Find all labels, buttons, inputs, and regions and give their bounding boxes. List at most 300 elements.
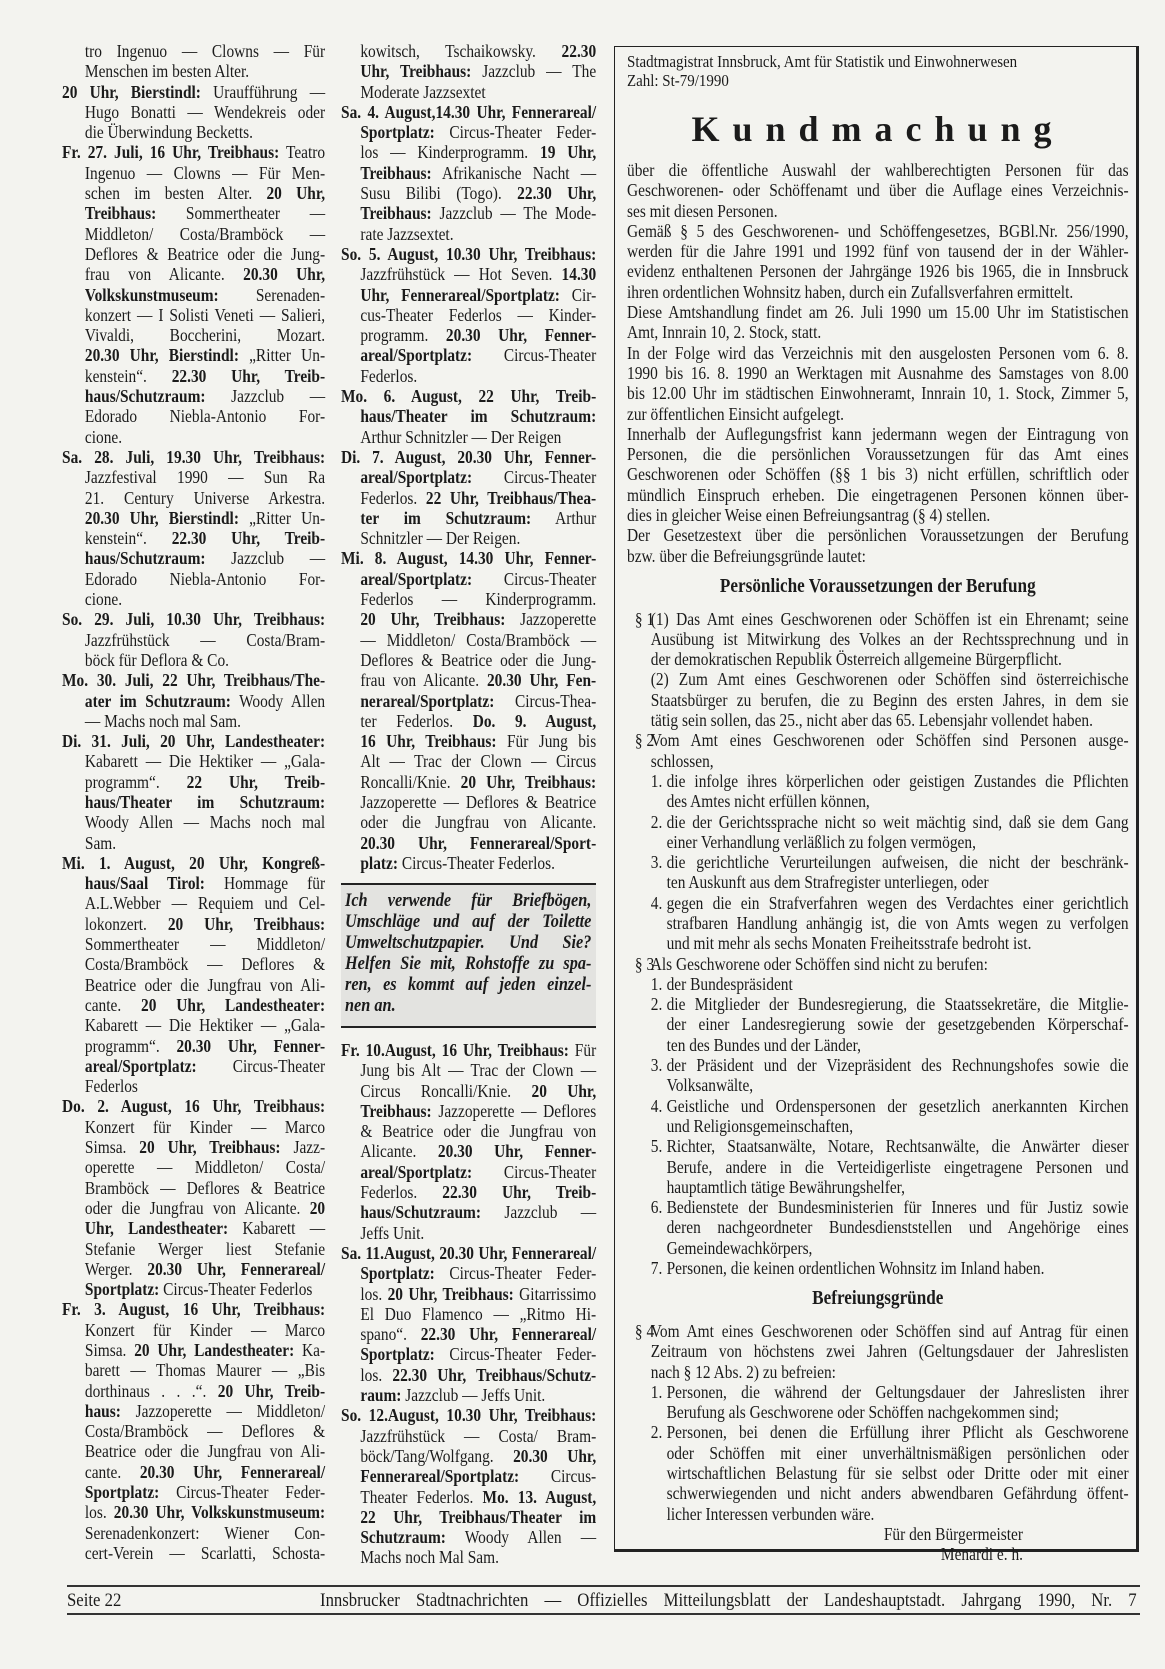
text-line: In der Folge wird das Verzeichnis mit den ausgelosten Personen vom 6. 8. (627, 342, 1129, 363)
text-line (341, 447, 596, 467)
text-line (62, 548, 325, 568)
event-heading-text: Fennerareal/Sportplatz: (360, 1466, 520, 1487)
event-text: Circus-Theater (472, 568, 597, 589)
section-heading-exemptions: Befreiungsgründe (812, 1288, 944, 1310)
text-line (341, 305, 596, 325)
event-heading-text: Treibhaus: (360, 1100, 432, 1121)
event-text: böck für Deflora & Co. (84, 649, 230, 670)
text-line: Als Geschworene oder Schöffen sind nicht zu berufen: (650, 953, 988, 974)
event-text: cante. (84, 994, 142, 1015)
event-heading-text: Uhr, Treibhaus: (360, 61, 472, 82)
text-line: Geschworenen oder Schöffen (§§ 1 bis 3) nicht erfüllen, schriftlich oder (627, 464, 1129, 485)
event-text: Arthur (531, 507, 597, 528)
text-line (62, 853, 325, 873)
event-entry (341, 548, 596, 873)
event-text: Für (568, 1040, 597, 1060)
event-entry (341, 1405, 596, 1567)
event-heading-text: Volkskunstmuseum: (84, 284, 219, 305)
event-text: Federlos (84, 1076, 138, 1097)
event-text: Kabarett — Die Hektiker — „Gala- (84, 751, 326, 772)
event-text: Simsa. (84, 1137, 140, 1158)
text-line (62, 203, 325, 223)
item-number: 4. (650, 892, 663, 913)
text-line (62, 406, 325, 426)
event-text: Kabarett — (228, 1218, 326, 1239)
text-line: Gemeindewachkörpers, (666, 1237, 813, 1258)
event-heading-text: areal/Sportplatz: (360, 345, 473, 366)
text-line (62, 163, 325, 183)
event-entry (62, 447, 325, 609)
event-text: kowitsch, Tschaikowsky. (360, 41, 562, 61)
event-heading-text: 20 Uhr, (266, 183, 326, 204)
paragraph (651, 1321, 1129, 1382)
event-heading-text: Sportplatz: (360, 1344, 435, 1365)
text-line: Zeitraum von höchstens zwei Jahren (Geltungsdauer der Jahreslisten (650, 1341, 1129, 1362)
text-line (341, 1263, 596, 1283)
event-heading-text: 20.30 Uhr, Fennerareal/ (147, 1258, 326, 1279)
event-heading-text: 22.30 Uhr, (517, 183, 597, 204)
event-text: Jazzclub — (481, 1202, 597, 1223)
event-text: Sam. (84, 832, 117, 853)
text-line (62, 751, 325, 771)
event-heading-text: Mo. 30. Juli, 22 Uhr, Treibhaus/The- (62, 670, 326, 691)
event-heading-text: Mo. 6. August, 22 Uhr, Treib- (341, 386, 597, 407)
event-text: Ingenuo — Clowns — Für Men- (84, 162, 326, 183)
text-line: wirtschaftlichen Belastung für sie selbst oder Dritte oder mit einer (666, 1463, 1129, 1483)
footer-page-number: Seite 22 (67, 1590, 122, 1611)
text-line (62, 833, 325, 853)
text-line (62, 82, 325, 102)
event-text: Circus-Theater (472, 345, 597, 366)
event-heading-text: nerareal/Sportplatz: (360, 690, 495, 711)
event-heading-text: haus/Theater im Schutzraum: (360, 406, 597, 427)
text-line (62, 1360, 325, 1380)
event-entry (341, 1243, 596, 1405)
text-line (62, 1015, 325, 1035)
event-text: Jazzfrühstück — Costa/Bram- (84, 629, 326, 650)
list-item (651, 1422, 1129, 1523)
event-text: Federlos. (360, 487, 426, 508)
text-line: gegen die ein Strafverfahren wegen des Verdachtes einer gerichtlich (666, 892, 1129, 913)
item-number: 1. (650, 973, 663, 994)
text-line: der einer Landesregierung sowie der gesetzgebenden Körperschaf- (666, 1014, 1129, 1035)
text-line (341, 102, 596, 122)
text-line (341, 1487, 596, 1507)
event-text: Ka- (294, 1340, 326, 1360)
event-text: cione. (84, 426, 123, 447)
event-text: Circus-Theater (472, 467, 597, 488)
footer-bottom-rule (67, 1613, 1140, 1615)
event-heading-text: 20.30 Uhr, Fennerareal/ (139, 1461, 326, 1482)
list-item (651, 852, 1129, 893)
text-line (62, 1218, 325, 1238)
text-line: Diese Amtshandlung findet am 26. Juli 1990 um 15.00 Uhr im Statistischen (627, 302, 1129, 323)
event-heading-text: 22.30 Uhr, Treib- (442, 1182, 597, 1203)
text-line (62, 244, 325, 264)
list-item (651, 1258, 1129, 1278)
event-heading-text: 22.30 Uhr, Treib- (171, 528, 326, 549)
text-line (62, 569, 325, 589)
signature-line: Menardi e. h. (940, 1544, 1023, 1565)
text-line (341, 711, 596, 731)
item-number: 1. (650, 770, 663, 791)
text-line (62, 1056, 325, 1076)
event-text: Jazzoperette — Deflores (431, 1100, 597, 1121)
event-heading-text: 20 (309, 1197, 326, 1218)
event-text: Gitarrissimo (513, 1283, 597, 1304)
event-text: Jazzoperette (505, 609, 597, 630)
list-item (651, 1382, 1129, 1423)
text-line: Der Gesetzestext über die persönlichen Voraussetzungen der Berufung (627, 525, 1129, 546)
text-line: die gerichtliche Verurteilungen aufweisen, die nicht der beschränk- (666, 852, 1129, 873)
text-line: ten Auskunft aus dem Strafregister unterliegen, oder (666, 872, 989, 893)
text-line (62, 1076, 325, 1096)
event-heading-text: Uhr, Fennerareal/Sportplatz: (360, 284, 560, 305)
text-line (62, 528, 325, 548)
event-heading-text: 22 Uhr, Treibhaus/Theater im (360, 1506, 597, 1527)
text-line (341, 224, 596, 244)
text-line (341, 548, 596, 568)
event-heading-text: 20 Uhr, Treibhaus: (167, 913, 326, 934)
event-heading-text: raum: (360, 1385, 402, 1406)
text-line (62, 122, 325, 142)
event-entry (62, 609, 325, 670)
text-line: ten des Bundes und der Länder, (666, 1034, 861, 1055)
event-heading-text: Sa. 4. August,14.30 Uhr, Fennerareal/ (341, 101, 597, 122)
text-line (62, 1340, 325, 1360)
text-line: der Bundespräsident (666, 973, 793, 994)
event-text: Cir- (559, 284, 597, 305)
item-number: 3. (650, 1055, 663, 1076)
event-text: A.L.Webber — Requiem und Cel- (84, 893, 326, 914)
event-heading-text: Sportplatz: (360, 122, 435, 143)
text-line (341, 630, 596, 650)
event-heading-text: Mi. 1. August, 20 Uhr, Kongreß- (62, 852, 326, 873)
item-number: 6. (650, 1197, 663, 1218)
text-line: Vom Amt eines Geschworenen oder Schöffen sind Personen ausge- (650, 730, 1129, 751)
event-heading-text: So. 5. August, 10.30 Uhr, Treibhaus: (341, 243, 597, 264)
text-line: tätig sein sollen, das 25., nicht aber das 65. Lebensjahr vollendet haben. (650, 710, 1093, 731)
event-heading-text: Sportplatz: (84, 1482, 160, 1503)
text-line (341, 366, 596, 386)
notice-line: Ich verwende für Briefbögen, (345, 891, 592, 911)
event-heading-text: Uhr, Landestheater: (84, 1218, 229, 1239)
event-text: konzert — I Solisti Veneti — Salieri, (84, 304, 326, 325)
paragraph (651, 730, 1129, 771)
event-text: Stefanie Werger liest Stefanie (84, 1238, 326, 1259)
text-line: Innerhalb der Auflegungsfrist kann jedermann wegen der Eintragung von (627, 423, 1129, 444)
notice-title: Kundmachung (691, 109, 1065, 149)
text-line (62, 731, 325, 751)
event-text: kenstein“. (84, 528, 172, 549)
event-text: Susu Bilibi (Togo). (360, 183, 518, 204)
event-text: Jazzfrühstück — Costa/ Bram- (360, 1425, 597, 1446)
event-text: 21. Century Universe Arkestra. (84, 487, 326, 508)
event-text: programm“. (84, 771, 187, 792)
text-line (341, 1182, 596, 1202)
text-line: Personen, die während der Geltungsdauer der Jahreslisten ihrer (666, 1381, 1129, 1402)
event-heading-text: Sa. 11.August, 20.30 Uhr, Fennerareal/ (341, 1242, 597, 1263)
event-text: Jazzoperette — Deflores & Beatrice (360, 791, 597, 812)
paragraph (627, 525, 1129, 566)
paragraph (627, 343, 1129, 424)
event-heading-text: Di. 31. Juli, 20 Uhr, Landestheater: (62, 731, 326, 752)
event-heading-text: 22.30 (561, 41, 597, 61)
event-entry (62, 82, 325, 143)
text-line (341, 1405, 596, 1425)
text-line: zur öffentlichen Einsicht aufgelegt. (627, 403, 844, 424)
text-line (341, 1446, 596, 1466)
event-heading-text: 22.30 Uhr, Treib- (171, 365, 326, 386)
text-line: Ausübung ist Mitwirkung des Volkes an der Rechtssprechnung und in (650, 628, 1129, 649)
list-item (651, 1055, 1129, 1096)
text-line: die Mitglieder der Bundesregierung, die Staatssekretäre, die Mitglie- (666, 994, 1129, 1015)
text-line (62, 1036, 325, 1056)
event-text: Deflores & Beatrice oder die Jung- (84, 243, 326, 264)
text-line (62, 691, 325, 711)
text-line: bis 12.00 Uhr im städtischen Einwohneramt, Innrain 10, 1. Stock, Zimmer 5, (627, 383, 1129, 404)
text-line (62, 873, 325, 893)
text-line (62, 142, 325, 162)
text-line: Volksanwälte, (666, 1075, 754, 1096)
text-line (62, 366, 325, 386)
event-text: Uraufführung — (200, 81, 326, 102)
event-text: los. (360, 1283, 388, 1304)
event-text: Circus- (519, 1466, 597, 1487)
event-text: Kabarett — Die Hektiker — „Gala- (84, 1015, 326, 1036)
event-text: los. (360, 1364, 393, 1385)
event-heading-text: haus/Schutzraum: (360, 1202, 482, 1223)
text-line (62, 1137, 325, 1157)
item-number: 5. (650, 1136, 663, 1157)
event-heading-text: Fr. 27. Juli, 16 Uhr, Treibhaus: (62, 142, 280, 163)
text-line (341, 670, 596, 690)
text-line (62, 1259, 325, 1279)
event-heading-text: Treibhaus: (360, 203, 432, 224)
event-entry (62, 731, 325, 853)
text-line (341, 650, 596, 670)
text-line: Berufung als Geschworene oder Schöffen nachgekommen sind; (666, 1402, 1059, 1423)
notice-line: Umschläge und auf der Toilette (345, 912, 592, 932)
event-text: Jazzclub — Jeffs Unit. (401, 1385, 546, 1406)
event-heading-text: 20 Uhr, Landestheater: (134, 1340, 295, 1360)
paragraph (651, 669, 1129, 730)
list-item (651, 1136, 1129, 1197)
event-heading-text: 20.30 Uhr, Fenner- (176, 1035, 326, 1056)
event-text: Arthur Schnitzler — Der Reigen (360, 426, 562, 447)
event-text: — Middleton/ Costa/Bramböck — (360, 629, 597, 650)
text-line (341, 183, 596, 203)
event-text: Simsa. (84, 1340, 135, 1360)
event-heading-text: 20.30 Uhr, Fenner- (445, 325, 597, 346)
event-text: Hommage für (204, 873, 326, 894)
event-text: Roncalli/Knie. (360, 771, 461, 792)
event-text: Vivaldi, Boccherini, Mozart. (84, 325, 326, 346)
text-line (341, 731, 596, 751)
event-text: Woody Allen (230, 690, 326, 711)
event-entry (62, 1096, 325, 1299)
text-line (62, 224, 325, 244)
notice-line: Helfen Sie mit, Rohstoffe zu spa- (345, 954, 592, 974)
text-line (62, 41, 325, 61)
text-line (62, 183, 325, 203)
text-line (341, 853, 596, 873)
event-text: Edorado Niebla-Antonio For- (84, 406, 326, 427)
event-text: Edorado Niebla-Antonio For- (84, 568, 326, 589)
event-heading-text: haus: (84, 1400, 121, 1421)
paragraph (627, 160, 1129, 221)
text-line (62, 1462, 325, 1482)
event-heading-text: Sportplatz: (84, 1279, 160, 1300)
event-text: El Duo Flamenco — „Ritmo Hi- (360, 1303, 597, 1324)
text-line (341, 833, 596, 853)
text-line: einer Verhandlung verläßlich zu folgen vermögen, (666, 831, 976, 852)
text-line (341, 264, 596, 284)
text-line: licher Interessen verbunden wäre. (666, 1503, 875, 1524)
text-line: Richter, Staatsanwälte, Notare, Rechtsanwälte, die Anwärter dieser (666, 1136, 1129, 1157)
text-line: und mit mehr als sechs Monaten Freiheitsstrafe bedroht ist. (666, 933, 1032, 954)
event-text: Jeffs Unit. (360, 1222, 425, 1243)
event-heading-text: 20.30 Uhr, Fennerareal/Sport- (360, 832, 597, 853)
text-line: Personen, die die persönlichen Voraussetzungen für das Amt eines (627, 444, 1129, 465)
text-line (341, 1121, 596, 1141)
law-section (627, 730, 1129, 953)
event-text: Jazzclub — The (471, 61, 597, 82)
text-line (62, 914, 325, 934)
text-line (62, 1543, 325, 1563)
event-text: cione. (84, 589, 123, 610)
event-entry (341, 102, 596, 244)
event-heading-text: 20.30 Uhr, (243, 264, 326, 285)
event-text: Beatrice oder die Jungfrau von Ali- (84, 1441, 326, 1462)
text-line (62, 1299, 325, 1319)
item-number: 2. (650, 1422, 663, 1443)
list-item (651, 812, 1129, 853)
events-column-2-bottom (341, 1040, 596, 1568)
text-line (62, 792, 325, 812)
events-column-2-top (341, 41, 596, 873)
event-text: Jazzfestival 1990 — Sun Ra (84, 467, 326, 488)
event-heading-text: 20 Uhr, Treibhaus: (139, 1137, 281, 1158)
item-number: 1. (650, 1381, 663, 1402)
law-section (627, 1321, 1129, 1524)
text-line (62, 1117, 325, 1137)
event-heading-text: Treibhaus: (360, 162, 432, 183)
text-line (341, 345, 596, 365)
text-line (62, 711, 325, 731)
text-line (62, 386, 325, 406)
event-entry (62, 41, 325, 82)
text-line (341, 812, 596, 832)
text-line (341, 122, 596, 142)
text-line (62, 1279, 325, 1299)
event-heading-text: 22.30 Uhr, Treibhaus/Schutz- (392, 1364, 597, 1385)
text-line (341, 1466, 596, 1486)
text-line (341, 244, 596, 264)
text-line (341, 1365, 596, 1385)
event-heading-text: areal/Sportplatz: (360, 467, 473, 488)
text-line (62, 305, 325, 325)
footer-top-rule (67, 1585, 1140, 1587)
event-heading-text: Schutzraum: (360, 1527, 446, 1548)
event-text: Circus-Thea- (494, 690, 597, 711)
text-line: der demokratischen Republik Österreich allgemeine Bürgerpflicht. (650, 649, 1062, 670)
text-line (62, 1421, 325, 1441)
text-line (62, 1502, 325, 1522)
text-line (62, 975, 325, 995)
section-mark: § 1 (634, 608, 655, 629)
event-text: Alicante. (360, 1141, 438, 1162)
event-text: frau von Alicante. (84, 264, 244, 285)
text-line: ses mit diesen Personen. (627, 200, 778, 221)
event-text: Jung bis Alt — Trac der Clown — (360, 1060, 597, 1081)
event-heading-text: 20 Uhr, Treibhaus: (460, 771, 597, 792)
event-entry (62, 853, 325, 1097)
text-line (341, 82, 596, 102)
events-column-1 (62, 41, 325, 1563)
text-line: 1990 bis 16. 8. 1990 an Werktagen mit Ausnahme des Samstages von 8.00 (627, 362, 1129, 383)
event-text: Menschen im besten Alter. (84, 61, 250, 82)
text-line (341, 1284, 596, 1304)
text-line (341, 691, 596, 711)
event-entry (62, 142, 325, 446)
event-heading-text: Treibhaus: (84, 203, 157, 224)
event-heading-text: 20.30 Uhr, Bierstindl: (84, 507, 239, 528)
text-line (62, 1482, 325, 1502)
text-line (341, 609, 596, 629)
text-line: die infolge ihres körperlichen oder geistigen Zustandes die Pflichten (666, 770, 1129, 791)
item-number: 2. (650, 994, 663, 1015)
text-line (341, 1081, 596, 1101)
event-text: Werger. (84, 1258, 148, 1279)
text-line: Vom Amt eines Geschworenen oder Schöffen sind auf Antrag für einen (650, 1320, 1129, 1341)
event-entry (341, 244, 596, 386)
item-number: 2. (650, 811, 663, 832)
event-text: — Machs noch mal Sam. (84, 710, 241, 731)
text-line (62, 488, 325, 508)
text-line (341, 1040, 596, 1060)
text-line (62, 812, 325, 832)
event-text: Sommertheater — (156, 203, 326, 224)
event-heading-text: 22.30 Uhr, Fennerareal/ (420, 1324, 597, 1345)
event-heading-text: 19 Uhr, (539, 142, 597, 163)
text-line (341, 1527, 596, 1547)
event-text: dorthinaus . . .“. (84, 1380, 218, 1401)
text-line (341, 1426, 596, 1446)
event-text: Circus-Theater Feder- (434, 1263, 597, 1284)
text-line (62, 1239, 325, 1259)
text-line: hauptamtlich tätige Bewährungshelfer, (666, 1176, 906, 1197)
event-text: Jazz- (280, 1137, 326, 1158)
event-heading-text: So. 29. Juli, 10.30 Uhr, Treibhaus: (62, 609, 326, 630)
text-line (341, 61, 596, 81)
paragraph (651, 609, 1129, 670)
text-line: Gemäß § 5 des Geschworenen- und Schöffengesetzes, BGBl.Nr. 256/1990, (627, 220, 1129, 241)
text-line (341, 1202, 596, 1222)
event-text: Circus-Theater Feder- (434, 1344, 597, 1365)
text-line (341, 1385, 596, 1405)
text-line (341, 41, 596, 61)
event-text: Circus-Theater (472, 1161, 597, 1182)
event-heading-text: 16 Uhr, Treibhaus: (360, 731, 497, 752)
event-text: frau von Alicante. (360, 670, 487, 691)
event-text: Konzert für Kinder — Marco (84, 1319, 326, 1340)
event-text: operette — Middleton/ Costa/ (84, 1157, 326, 1178)
event-heading-text: haus/Schutzraum: (84, 386, 206, 407)
event-text: lokonzert. (84, 913, 168, 934)
event-text: Machs noch Mal Sam. (360, 1547, 499, 1568)
text-line: Personen, die keinen ordentlichen Wohnsitz im Inland haben. (666, 1258, 1045, 1279)
